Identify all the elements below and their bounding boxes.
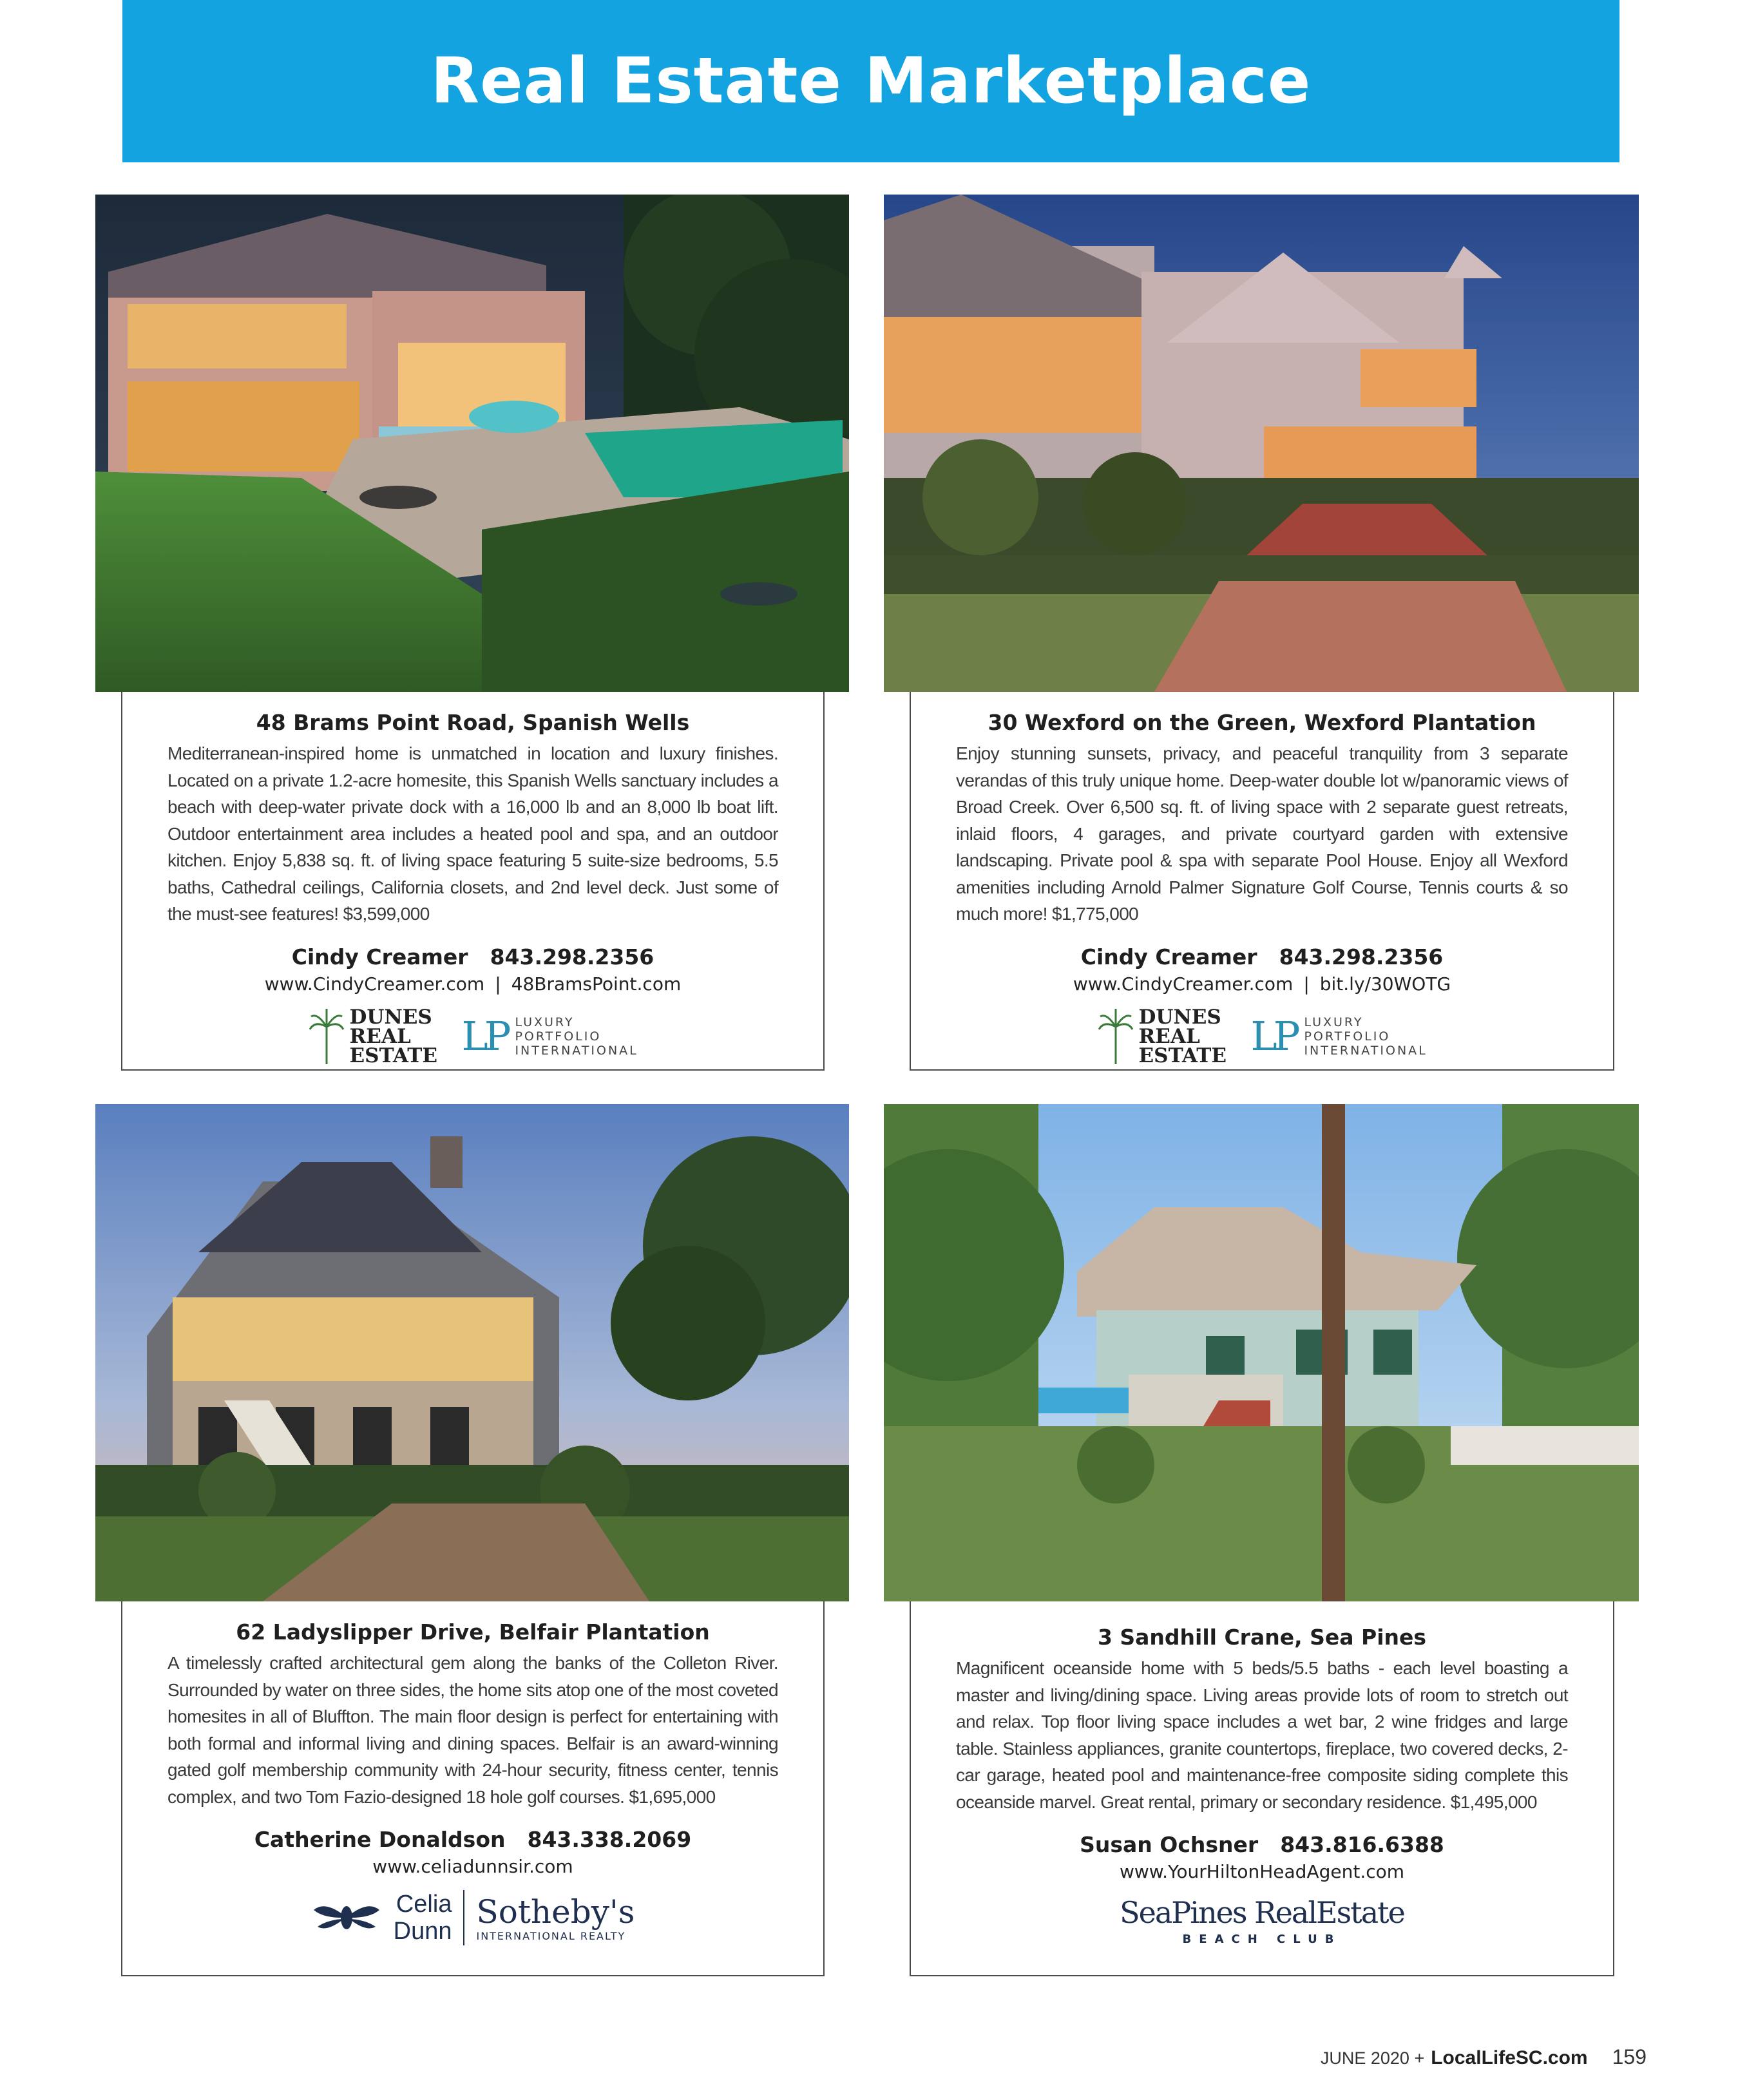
listing-title: 62 Ladyslipper Drive, Belfair Plantation bbox=[236, 1619, 710, 1645]
lp-monogram: LP bbox=[1250, 1012, 1297, 1060]
beach-club-text: BEACH CLUB bbox=[1182, 1933, 1342, 1946]
agent-phone[interactable]: 843.298.2356 bbox=[1279, 944, 1444, 969]
listing-title: 48 Brams Point Road, Spanish Wells bbox=[256, 710, 690, 735]
agent-website-link[interactable]: www.YourHiltonHeadAgent.com bbox=[1119, 1861, 1405, 1882]
listing-description: Enjoy stunning sunsets, privacy, and peaceful tranquility from 3 separate verandas of this truly unique home. Deep-water double lot w/panoramic views of Broad Creek. Over 6,500 sq. ft. of living space with 2 separate guest retreats, inlaid floors, 4 garages, and private courtyard garden with extensive landscaping. Private pool & spa with separate Pool House. Enjoy all Wexford amenities including Arnold Palmer Signature Golf Course, Tennis courts & so much more! $1,775,000 bbox=[956, 743, 1568, 924]
agent-name: Cindy Creamer bbox=[291, 944, 468, 969]
agent-website-link[interactable]: www.CindyCreamer.com bbox=[264, 973, 485, 995]
agent-name: Catherine Donaldson bbox=[254, 1827, 506, 1852]
listing-card-ladyslipper bbox=[121, 1601, 825, 1976]
listing-photo-brams-point bbox=[95, 195, 849, 692]
sea-pines-text: SeaPines RealEstate bbox=[1120, 1895, 1404, 1930]
celia-dunn-text bbox=[394, 1891, 452, 1945]
listing-card-sandhill-crane bbox=[910, 1601, 1614, 1976]
agent-website-link[interactable]: www.CindyCreamer.com bbox=[1073, 973, 1294, 995]
agent-name: Susan Ochsner bbox=[1080, 1832, 1259, 1857]
palm-tree-icon bbox=[309, 1007, 345, 1065]
listing-title: 30 Wexford on the Green, Wexford Plantation bbox=[988, 710, 1536, 735]
listing-card-brams-point bbox=[121, 692, 825, 1071]
broker-logos bbox=[956, 1895, 1568, 1946]
lpi-logo-text: LUXURY PORTFOLIO INTERNATIONAL bbox=[515, 1015, 638, 1058]
agent-phone[interactable]: 843.338.2069 bbox=[527, 1827, 692, 1852]
page-footer bbox=[1321, 2045, 1647, 2069]
agent-contact bbox=[167, 1827, 778, 1852]
agent-phone[interactable]: 843.298.2356 bbox=[490, 944, 654, 969]
listing-links: www.CindyCreamer.com | bit.ly/30WOTG bbox=[1073, 973, 1451, 995]
dunn-text: Dunn bbox=[393, 1918, 452, 1945]
issue-date: JUNE 2020 + bbox=[1320, 2048, 1425, 2068]
palm-tree-icon bbox=[1098, 1007, 1134, 1065]
sothebys-logo bbox=[476, 1894, 635, 1942]
dunes-logo-text: DUNES REAL ESTATE bbox=[1138, 1005, 1227, 1067]
site-link[interactable]: LocalLifeSC.com bbox=[1431, 2047, 1588, 2068]
dunes-real-estate-logo bbox=[309, 1007, 440, 1065]
agent-name: Cindy Creamer bbox=[1080, 944, 1257, 969]
listing-description: Magnificent oceanside home with 5 beds/5.5 baths - each level boasting a master and living/dining space. Living areas provide lots of room to stretch out and relax. Top floor living space includes a wet bar, 2 wine fridges and large table. Stainless appliances, granite countertops, fireplace, two covered decks, 2-car garage, heated pool and maintenance-free composite siding complete this oceanside marvel. Great rental, primary or secondary residence. $1,495,000 bbox=[956, 1658, 1568, 1812]
page-number: 159 bbox=[1612, 2045, 1647, 2068]
property-website-link[interactable]: 48BramsPoint.com bbox=[511, 973, 682, 995]
page-title: Real Estate Marketplace bbox=[430, 44, 1312, 118]
logo-divider bbox=[463, 1890, 464, 1945]
sothebys-text: Sotheby's bbox=[476, 1893, 635, 1931]
agent-website-link[interactable]: www.celiadunnsir.com bbox=[372, 1856, 573, 1877]
agent-phone[interactable]: 843.816.6388 bbox=[1280, 1832, 1444, 1857]
listing-photo-wexford bbox=[884, 195, 1639, 692]
dunes-real-estate-logo bbox=[1098, 1007, 1229, 1065]
dunes-logo-text: DUNES REAL ESTATE bbox=[349, 1005, 437, 1067]
luxury-portfolio-logo bbox=[1250, 1012, 1428, 1060]
broker-logos bbox=[167, 1007, 778, 1065]
broker-logos bbox=[167, 1890, 778, 1945]
listing-photo-ladyslipper bbox=[95, 1104, 849, 1601]
celia-dunn-sothebys-logo bbox=[311, 1890, 635, 1945]
lp-monogram: LP bbox=[461, 1012, 508, 1060]
property-website-link[interactable]: bit.ly/30WOTG bbox=[1319, 973, 1451, 995]
listing-links: www.CindyCreamer.com | 48BramsPoint.com bbox=[264, 973, 682, 995]
sothebys-subtext: INTERNATIONAL REALTY bbox=[476, 1929, 626, 1942]
luxury-portfolio-logo bbox=[461, 1012, 638, 1060]
listing-description: A timelessly crafted architectural gem along the banks of the Colleton River. Surrounded by water on three sides, the home sits atop one of the most coveted homesites in all of Bluffton. The main floor design is perfect for entertaining with both formal and informal living and dining spaces. Belfair is an award-winning gated golf membership community with 24-hour security, fitness center, tennis complex, and two Tom Fazio-designed 18 hole golf courses. $1,695,000 bbox=[167, 1653, 778, 1807]
agent-contact bbox=[167, 944, 778, 969]
listing-card-wexford bbox=[910, 692, 1614, 1071]
agent-contact bbox=[956, 1832, 1568, 1857]
agent-contact bbox=[956, 944, 1568, 969]
listing-links bbox=[167, 1856, 778, 1877]
header-banner bbox=[122, 0, 1619, 162]
lpi-logo-text: LUXURY PORTFOLIO INTERNATIONAL bbox=[1304, 1015, 1428, 1058]
celia-text: Celia bbox=[396, 1891, 452, 1918]
listing-links bbox=[956, 1861, 1568, 1882]
listing-title: 3 Sandhill Crane, Sea Pines bbox=[1097, 1625, 1427, 1650]
sea-pines-real-estate-logo bbox=[1120, 1895, 1404, 1946]
listing-photo-sandhill-crane bbox=[884, 1104, 1639, 1601]
listing-description: Mediterranean-inspired home is unmatched in location and luxury finishes. Located on a private 1.2-acre homesite, this Spanish Wells sanctuary includes a beach with deep-water private dock with a 16,000 lb and an 8,000 lb boat lift. Outdoor entertainment area includes a heated pool and spa, and an outdoor kitchen. Enjoy 5,838 sq. ft. of living space featuring 5 suite-size bedrooms, 5.5 baths, Cathedral ceilings, California closets, and 2nd level deck. Just some of the must-see features! $3,599,000 bbox=[167, 743, 778, 924]
broker-logos bbox=[956, 1007, 1568, 1065]
bee-icon bbox=[311, 1898, 382, 1937]
